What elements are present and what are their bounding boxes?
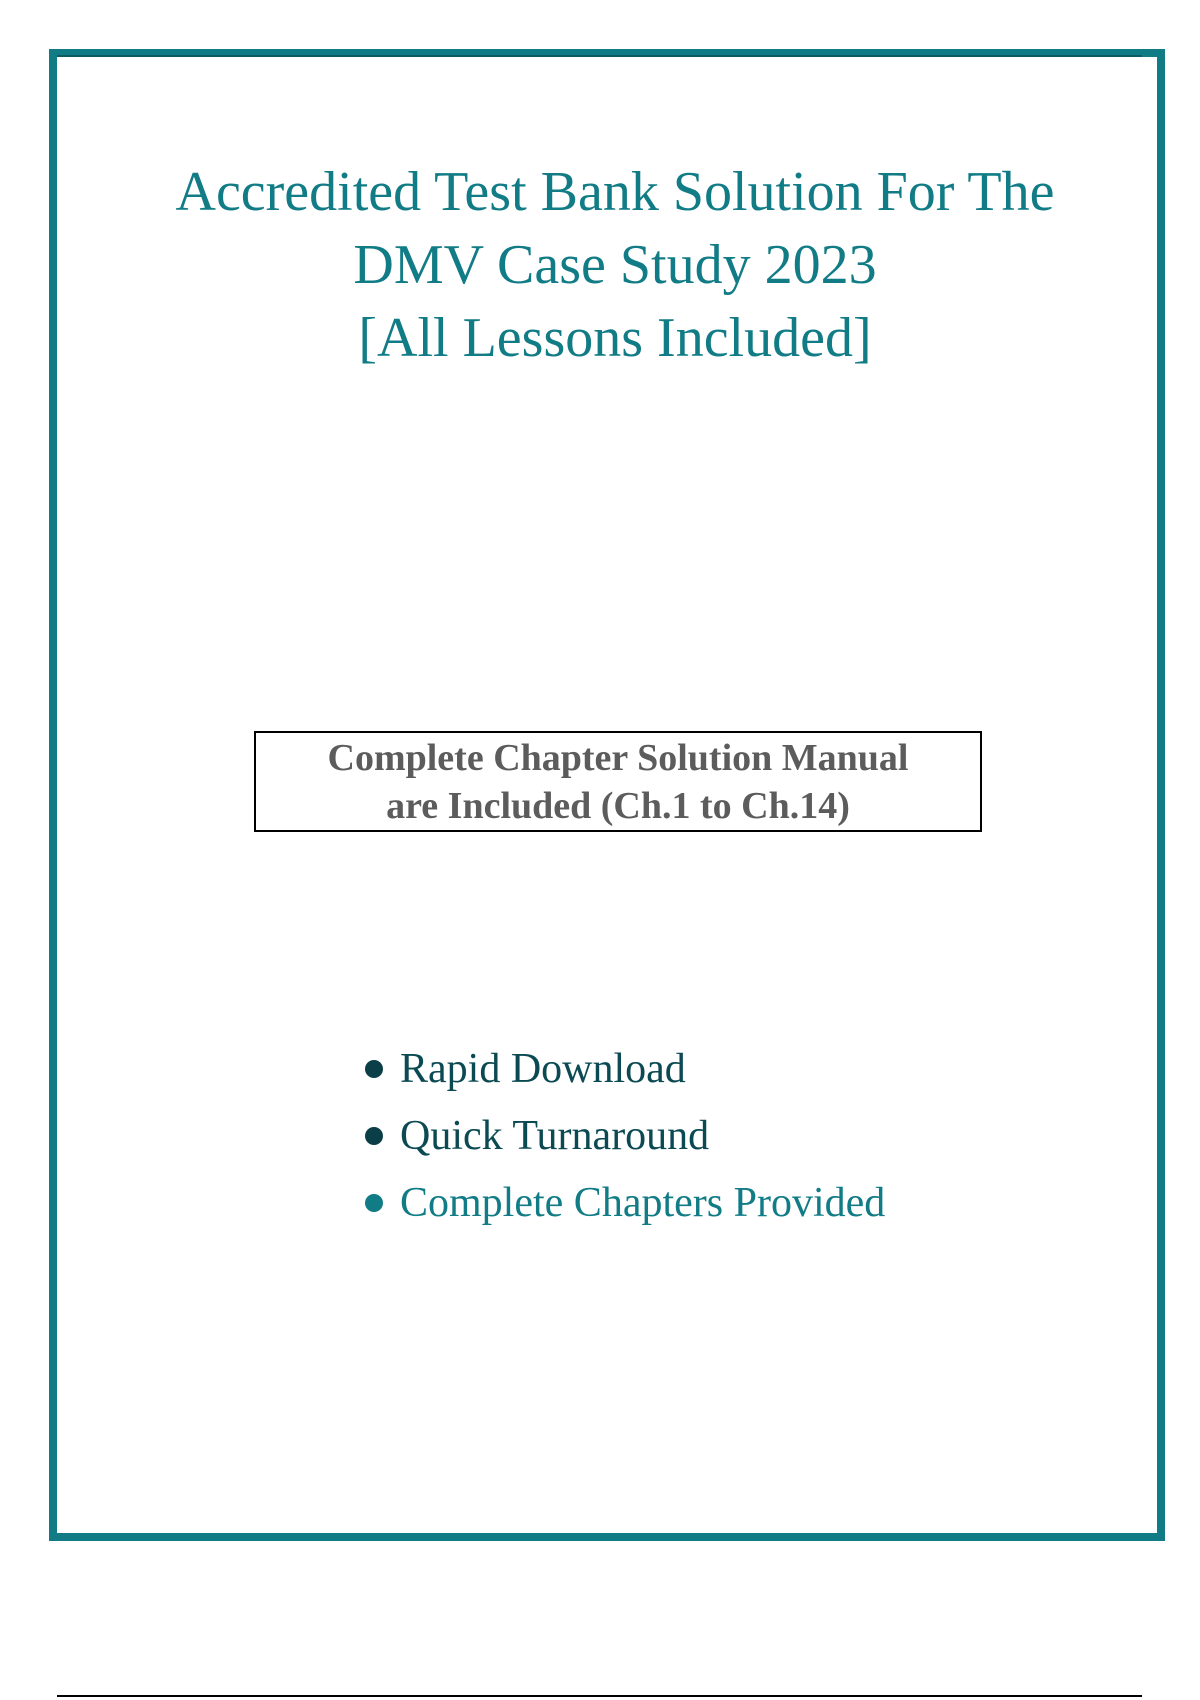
document-title-line-1: Accredited Test Bank Solution For The: [175, 160, 1055, 223]
bullet-item-label: Quick Turnaround: [400, 1113, 710, 1159]
page-footer-rule: [57, 1695, 1142, 1697]
bullet-item-rapid-download: [362, 1036, 885, 1103]
bullet-item-quick-turnaround: [362, 1103, 885, 1170]
bullet-dot-icon: [365, 1194, 383, 1212]
document-title-line-3: [All Lessons Included]: [358, 306, 872, 369]
solution-manual-callout-box: [254, 731, 982, 832]
feature-bullet-list: [362, 1036, 885, 1237]
document-title-line-2: DMV Case Study 2023: [353, 233, 877, 296]
bullet-item-complete-chapters: [362, 1170, 885, 1237]
callout-line-1: Complete Chapter Solution Manual: [327, 737, 909, 779]
bullet-dot-icon: [365, 1127, 383, 1145]
callout-line-2: are Included (Ch.1 to Ch.14): [386, 785, 850, 827]
bullet-item-label: Complete Chapters Provided: [400, 1180, 886, 1226]
document-title: [60, 156, 1170, 375]
bullet-dot-icon: [365, 1060, 383, 1078]
page-border-top-rule: [57, 55, 1142, 57]
bullet-item-label: Rapid Download: [400, 1046, 686, 1092]
